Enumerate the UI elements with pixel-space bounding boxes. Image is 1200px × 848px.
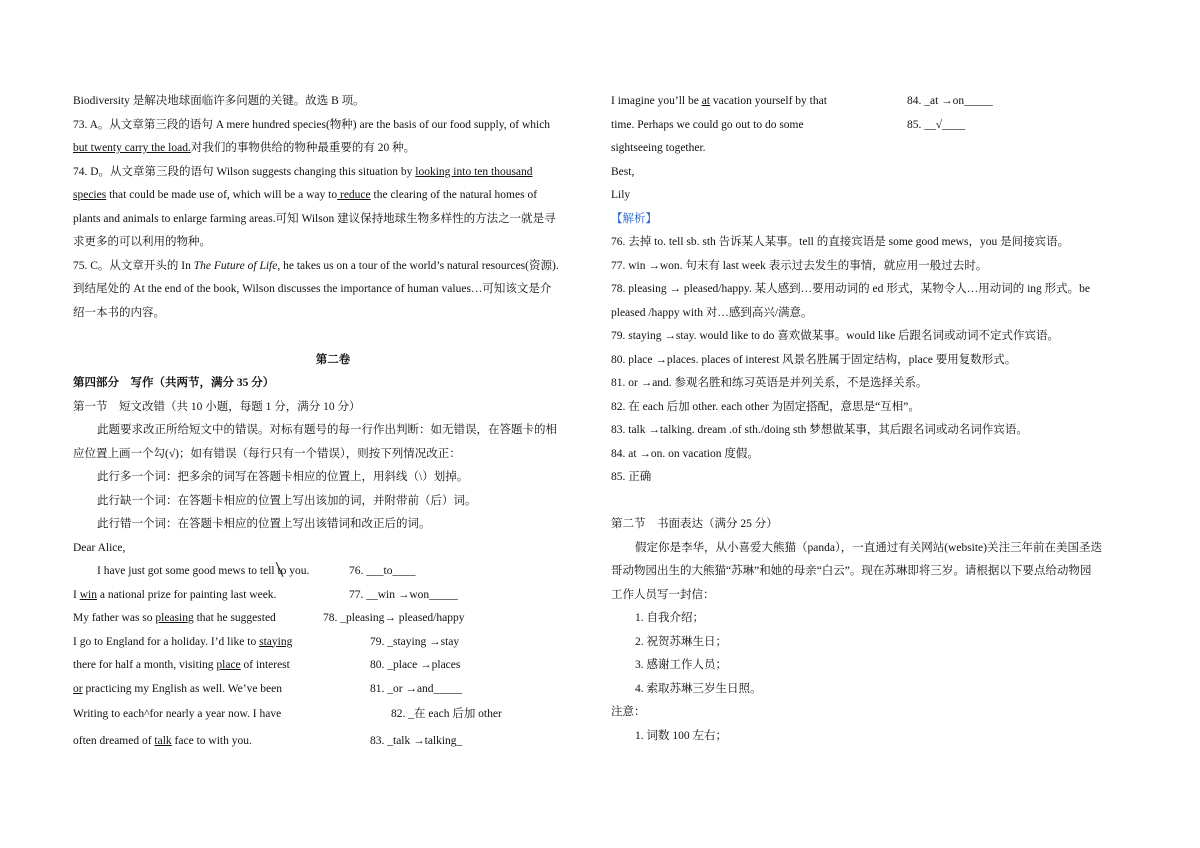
right-column: I imagine you’ll be at vacation yourself by that 84. _at →on_____ time. Perhaps we could go out to do some 85. __√____ sightseeing together. Best, Lily 【解析】 76. 去掉 to. tell sb. sth 告诉某人某事。tell 的直接宾语是 some good mews，you 是间接宾语。 77. win →won. 句末有 last week 表示过去发生的事情，就应用一般过去时。 78. pleasing → pleased/happy. 某人感到…要用动词的 ed 形式，某物令人…用动词的 ing 形式。be pleased /happy with 对…感到高兴/满意。 79. staying →stay. would like to do 喜欢做某事。would like 后跟名词或动词不定式作宾语。 80. place →places. places of interest 风景名胜属于固定结构，place 要用复数形式。 81. or →and. 参观名胜和练习英语是并列关系，不是选择关系。 82. 在 each 后加 other. each other 为固定搭配，意思是“互相”。 83. talk →talking. dream .of sth./doing sth 梦想做某事，其后跟名词或动名词作宾语。 84. at →on. on vacation 度假。 85. 正确 第二节 书面表达（满分 25 分） 假定你是李华，从小喜爱大熊猫（panda），一直通过有关网站(website)关注三年前在美国圣迭 哥动物园出生的大熊猫“苏琳”和她的母亲“白云”。现在苏琳即将三岁。请根据以下要点给动物园 工作人员写一封信： 1. 自我介绍； 2. 祝贺苏琳生日； 3. 感谢工作人员； 4. 索取苏琳三岁生日照。 注意： 1. 词数 100 左右； — [611, 90, 1131, 748]
section-title: 第二卷 — [315, 353, 351, 366]
correction-line: I win a national prize for painting last week. 77. __win →won_____ — [73, 588, 458, 601]
instruction: 此题要求改正所给短文中的错误。对标有题号的每一行作出判断：如无错误，在答题卡的相 — [97, 424, 557, 436]
part-heading: 第四部分 写作（共两节，满分 35 分） — [73, 377, 275, 389]
correction-line: I have just got some good mews to tell to you. 76. ___to____ — [73, 560, 593, 584]
instruction: 此行缺一个词：在答题卡相应的位置上写出该加的词，并附带前（后）词。 — [97, 494, 477, 507]
letter-closing: Best, — [611, 165, 635, 178]
correction-line: often dreamed of talk face to with you. 83. _talk →talking_ — [73, 735, 463, 747]
analysis-item: 76. 去掉 to. tell sb. sth 告诉某人某事。tell 的直接宾语是 some good mews，you 是间接宾语。 — [611, 236, 1070, 248]
section-heading: 第一节 短文改错（共 10 小题，每题 1 分，满分 10 分） — [73, 400, 361, 413]
analysis-item: 82. 在 each 后加 other. each other 为固定搭配，意思是“互相”。 — [611, 400, 920, 413]
analysis-item: 79. staying →stay. would like to do 喜欢做某事。would like 后跟名词或动词不定式作宾语。 — [611, 330, 1060, 342]
analysis-item: 84. at →on. on vacation 度假。 — [611, 447, 759, 460]
correction-line: there for half a month, visiting place of interest 80. _place →places — [73, 659, 461, 671]
list-item: 1. 自我介绍； — [635, 612, 704, 624]
analysis-item: 81. or →and. 参观名胜和练习英语是并列关系，不是选择关系。 — [611, 377, 928, 389]
analysis-item: 80. place →places. places of interest 风景名胜属于固定结构，place 要用复数形式。 — [611, 353, 1017, 366]
left-column: Biodiversity 是解决地球面临许多问题的关键。故选 B 项。 73. A。从文章第三段的语句 A mere hundred species(物种) are the basis of our food supply, of which but twenty carry the load.对我们的事物供给的物种最重要的有 20 种。 74. D。从文章第三段的语句 Wilson suggests changing this situation by looking into ten thousand species that could be made use of, which will be a way to reduce the clearing of the natural homes of plants and animals to enlarge farming areas.可知 Wilson 建议保持地球生物多样性的方法之一就是寻 求更多的可以利用的物种。 75. C。从文章开头的 In The Future of Life, he takes us on a tour of the world’s natural resources(资源). 到结尾处的 At the end of the book, Wilson discusses the importance of human values…可知该文是介 绍一本书的内容。 第二卷 第四部分 写作（共两节，满分 35 分） 第一节 短文改错（共 10 小题，每题 1 分，满分 10 分） 此题要求改正所给短文中的错误。对标有题号的每一行作出判断：如无错误，在答题卡的相 应位置上画一个勾(√)；如有错误（每行只有一个错误），则按下列情况改正： 此行多一个词：把多余的词写在答题卡相应的位置上，用斜线（\）划掉。 此行缺一个词：在答题卡相应的位置上写出该加的词，并附带前（后）词。 此行错一个词：在答题卡相应的位置上写出该错词和改正后的词。 Dear Alice, I have just got some good mews to tell to you. 76. ___to____ I win a national prize for painting last week. 77. __win →won_____ My father was so pleasing that he suggested 78. _pleasing→ pleased/happy I go to England for a holiday. I’d like to staying 79. _staying →stay there for half a month, visiting place of interest 80. _place →places or practicing my English as well. We’ve been 81. _or →and_____ Writing to each^for nearly a year now. I have 82. _在 each 后加 other often dreamed of talk face to with you. 83. _talk →talking_ — [73, 90, 593, 755]
analysis-item: 77. win →won. 句末有 last week 表示过去发生的事情，就应用一般过去时。 — [611, 259, 988, 272]
correction-line: Writing to each^for nearly a year now. I have 82. _在 each 后加 other — [73, 708, 502, 720]
list-item: 4. 索取苏琳三岁生日照。 — [635, 682, 762, 695]
text-line: Biodiversity 是解决地球面临许多问题的关键。故选 B 项。 — [73, 95, 365, 107]
letter-greeting: Dear Alice, — [73, 541, 126, 554]
answer-74: 74. D。从文章第三段的语句 Wilson suggests changing this situation by looking into ten thousand — [73, 165, 533, 178]
analysis-heading: 【解析】 — [611, 212, 657, 225]
analysis-item: 85. 正确 — [611, 471, 652, 483]
list-item: 1. 词数 100 左右； — [635, 729, 727, 742]
correction-line: or practicing my English as well. We’ve been 81. _or →and_____ — [73, 682, 463, 695]
section-heading: 第二节 书面表达（满分 25 分） — [611, 518, 778, 530]
underlined-quote: but twenty carry the load. — [73, 142, 191, 154]
list-item: 2. 祝贺苏琳生日； — [635, 635, 727, 648]
correction-line: time. Perhaps we could go out to do some 85. __√____ — [611, 118, 966, 131]
writing-prompt: 假定你是李华，从小喜爱大熊猫（panda），一直通过有关网站(website)关注三年前在美国圣迭 — [635, 541, 1102, 554]
note-heading: 注意： — [611, 706, 646, 718]
list-item: 3. 感谢工作人员； — [635, 659, 727, 671]
correction-line: I go to England for a holiday. I’d like to staying 79. _staying →stay — [73, 635, 460, 648]
answer-73: 73. A。从文章第三段的语句 A mere hundred species(物种) are the basis of our food supply, of which — [73, 118, 551, 131]
instruction: 此行多一个词：把多余的词写在答题卡相应的位置上，用斜线（\）划掉。 — [97, 471, 469, 483]
instruction: 此行错一个词：在答题卡相应的位置上写出该错词和改正后的词。 — [97, 518, 431, 530]
correction-line: My father was so pleasing that he suggested 78. _pleasing→ pleased/happy — [73, 612, 465, 624]
analysis-item: 78. pleasing → pleased/happy. 某人感到…要用动词的 ed 形式，某物令人…用动词的 ing 形式。be — [611, 283, 1091, 295]
analysis-item: 83. talk →talking. dream .of sth./doing sth 梦想做某事，其后跟名词或动名词作宾语。 — [611, 424, 1028, 436]
answer-75: 75. C。从文章开头的 In The Future of Life, he takes us on a tour of the world’s natural resources(资源). — [73, 259, 559, 272]
letter-signature: Lily — [611, 189, 631, 201]
correction-line: I imagine you’ll be at vacation yourself by that 84. _at →on_____ — [611, 95, 993, 107]
instruction: 应位置上画一个勾(√)；如有错误（每行只有一个错误），则按下列情况改正： — [73, 447, 461, 460]
